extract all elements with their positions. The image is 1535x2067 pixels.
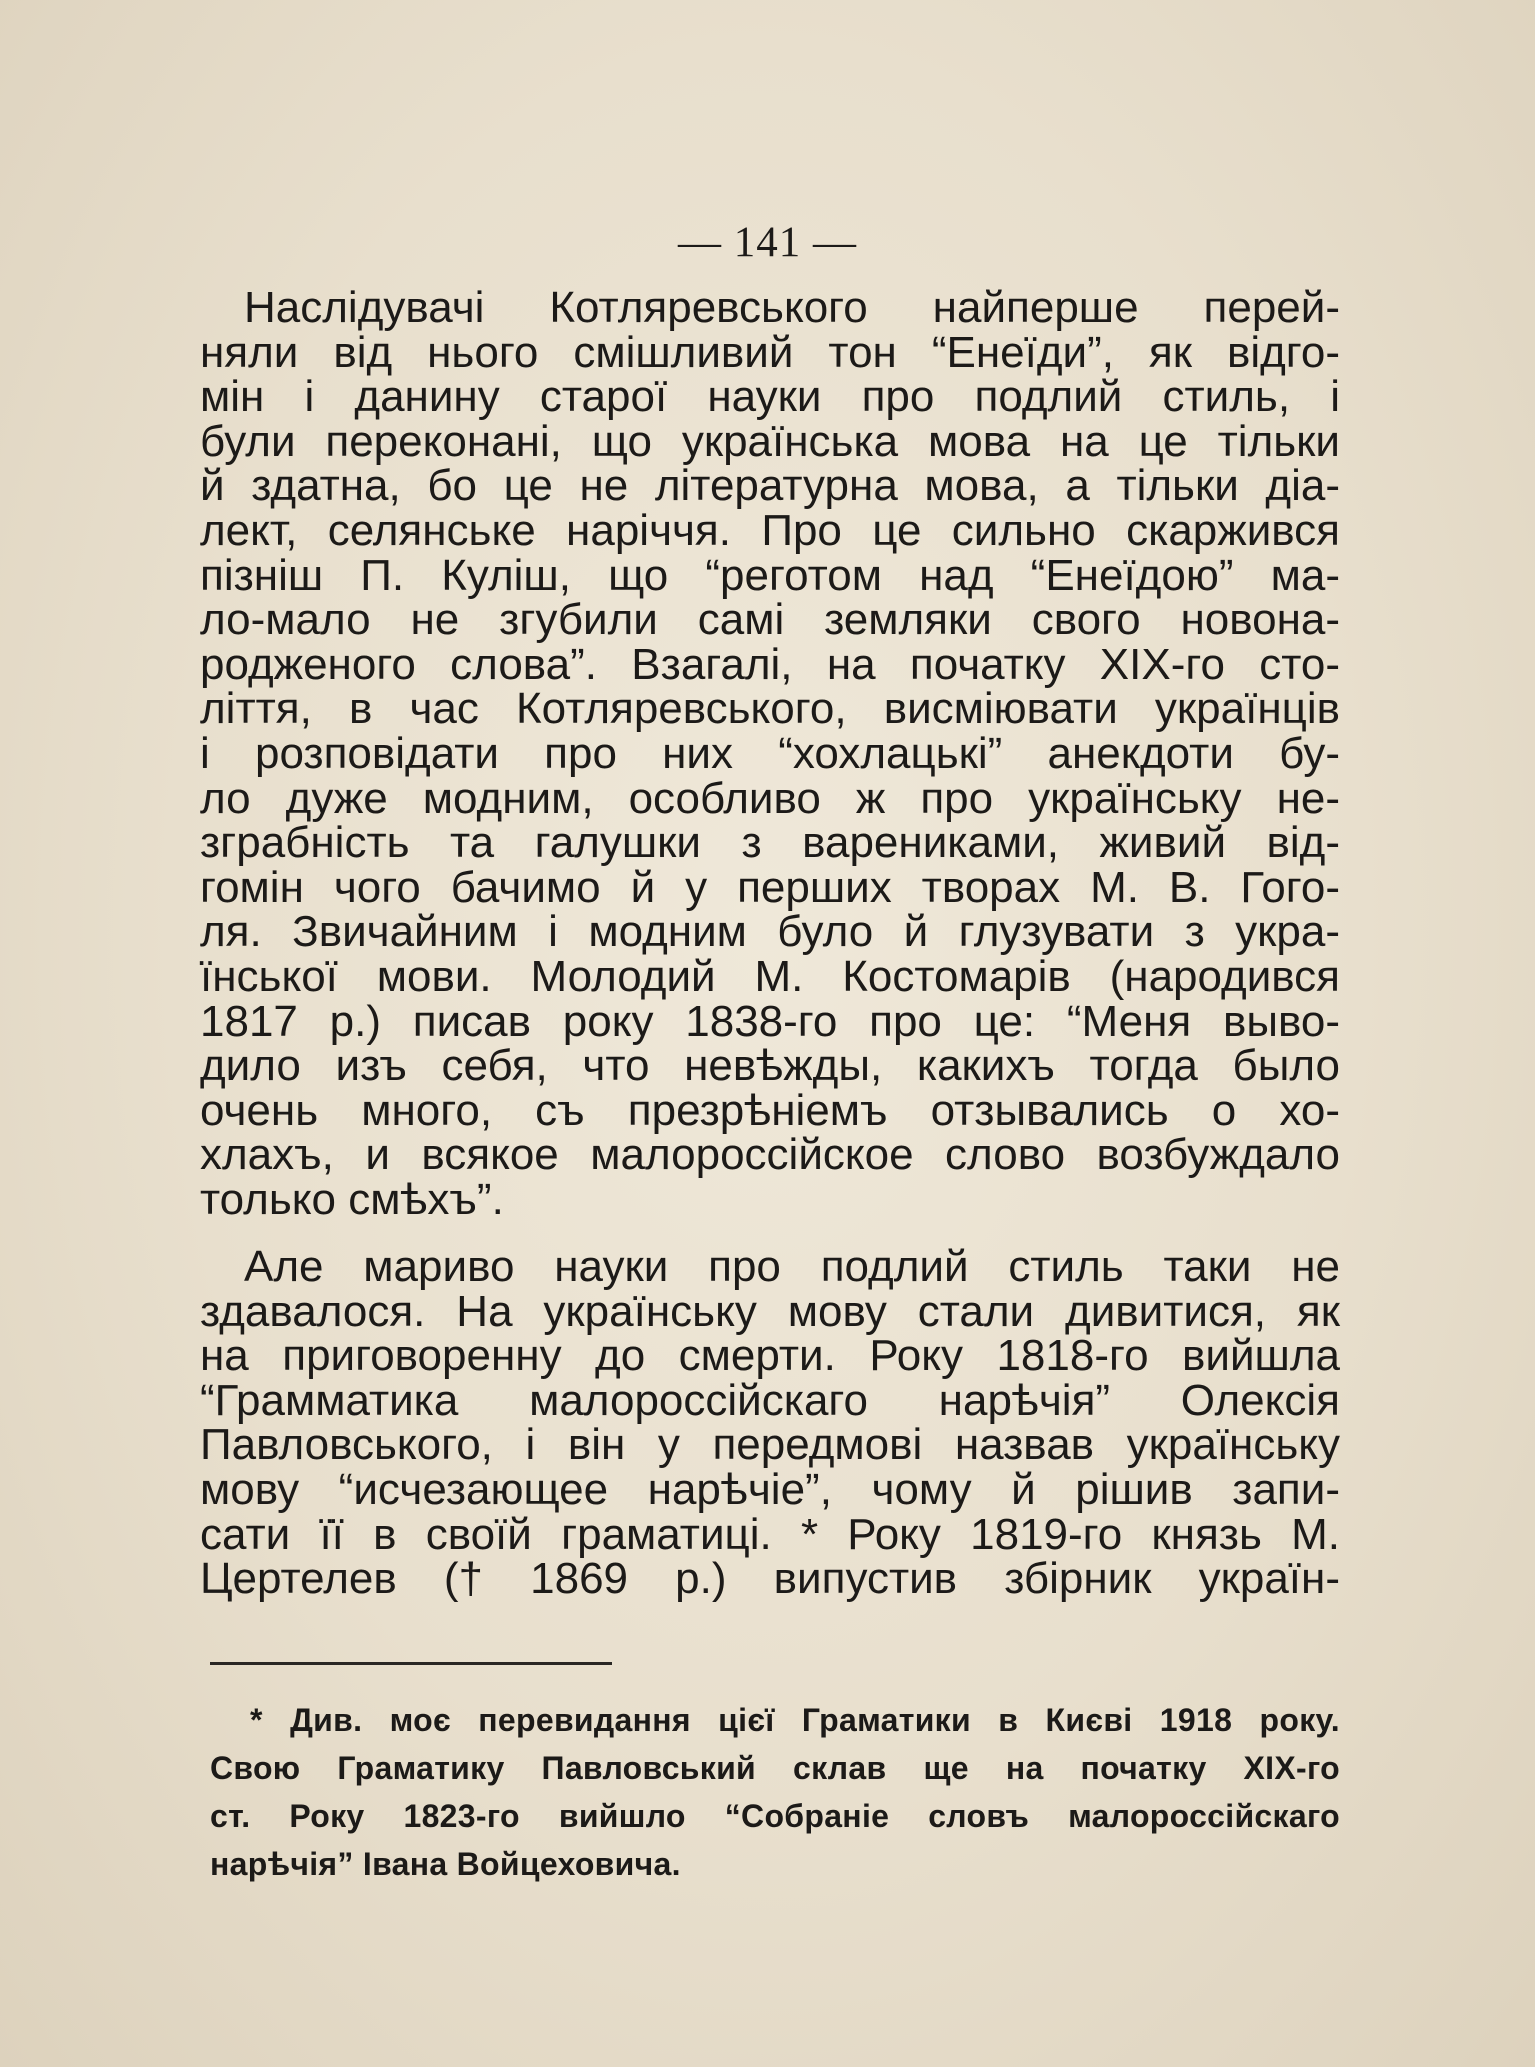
text-line: хлахъ, и всякое малороссійское слово возбуждало	[200, 1130, 1340, 1180]
footnote	[210, 1696, 1340, 1888]
text-line: ло-мало не згубили самі земляки свого новона-	[200, 595, 1340, 645]
text-line: й здатна, бо це не літературна мова, а тільки діа-	[200, 461, 1340, 511]
text-line: і розповідати про них “хохлацькі” анекдоти бу-	[200, 728, 1340, 778]
text-line: очень много, съ презрѣніемъ отзывались о хо-	[200, 1085, 1340, 1135]
text-line: сати її в своїй граматиці. * Року 1819-го князь М.	[200, 1509, 1340, 1559]
footnote-divider	[210, 1662, 612, 1665]
text-line: були переконані, що українська мова на це тільки	[200, 416, 1340, 466]
text-line: їнської мови. Молодий М. Костомарів (народився	[200, 951, 1340, 1001]
text-line: родженого слова”. Взагалі, на початку XIX-го сто-	[200, 639, 1340, 689]
paragraph-1	[200, 283, 1340, 1224]
footnote-line: нарѣчія” Івана Войцеховича.	[210, 1846, 681, 1882]
text-line: на приговоренну до смерти. Року 1818-го вийшла	[200, 1331, 1340, 1381]
footnote-line: ст. Року 1823-го вийшло “Собраніе словъ малороссійскаго	[210, 1798, 1340, 1834]
text-line: гомін чого бачимо й у перших творах М. В. Гого-	[200, 862, 1340, 912]
page-number: — 141 —	[678, 219, 857, 266]
text-line: пізніш П. Куліш, що “реготом над “Енеїдою” ма-	[200, 550, 1340, 600]
text-line: ля. Звичайним і модним було й глузувати з укра-	[200, 907, 1340, 957]
footnote-line: Свою Граматику Павловський склав ще на початку XIX-го	[210, 1750, 1340, 1786]
text-line: лект, селянське наріччя. Про це сильно скаржився	[200, 505, 1340, 555]
text-line: мін і данину старої науки про подлий стиль, і	[200, 372, 1340, 422]
text-line: здавалося. На українську мову стали дивитися, як	[200, 1286, 1340, 1336]
text-line: Але мариво науки про подлий стиль таки не	[244, 1242, 1340, 1291]
text-line: только смѣхъ”.	[200, 1174, 504, 1224]
text-line: 1817 р.) писав року 1838-го про це: “Меня выво-	[200, 996, 1340, 1046]
text-line: Наслідувачі Котляревського найперше перей-	[244, 283, 1340, 332]
text-line: Цертелев († 1869 р.) випустив збірник україн-	[200, 1554, 1340, 1604]
text-line: Павловського, і він у передмові назвав українську	[200, 1420, 1340, 1470]
text-line: дило изъ себя, что невѣжды, какихъ тогда было	[200, 1041, 1340, 1091]
text-line: мову “исчезающее нарѣчіе”, чому й рішив запи-	[200, 1464, 1340, 1514]
text-line: зграбність та галушки з варениками, живий від-	[200, 818, 1340, 868]
text-line: няли від нього смішливий тон “Енеїди”, як відго-	[200, 327, 1340, 377]
text-line: “Грамматика малороссійскаго нарѣчія” Олексія	[200, 1375, 1340, 1425]
footnote-line: * Див. моє перевидання цієї Граматики в Києві 1918 року.	[250, 1702, 1340, 1738]
text-line: ліття, в час Котляревського, висміювати українців	[200, 684, 1340, 734]
text-line: ло дуже модним, особливо ж про українську не-	[200, 773, 1340, 823]
paragraph-2	[200, 1242, 1340, 1604]
